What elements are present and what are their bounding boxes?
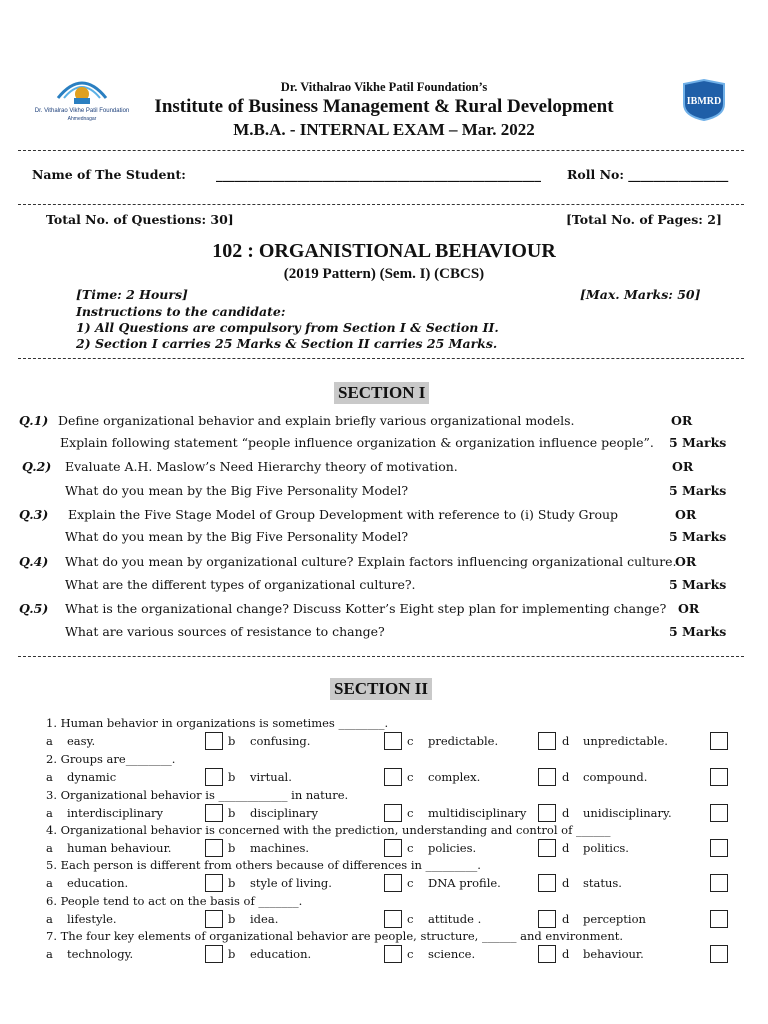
answer-checkbox[interactable] [384, 839, 402, 857]
option-letter: c [407, 770, 414, 784]
option-text: human behaviour. [67, 841, 172, 855]
question-number: Q.3) [19, 507, 49, 522]
answer-checkbox[interactable] [205, 945, 223, 963]
or-tag: OR [672, 459, 694, 474]
option-text: disciplinary [250, 806, 319, 820]
question-text: What do you mean by the Big Five Personality Model? [65, 483, 409, 498]
question-text: Define organizational behavior and explain briefly various organizational models. [58, 413, 575, 428]
svg-text:Ahmednagar: Ahmednagar [67, 116, 97, 122]
option-letter: b [228, 841, 236, 855]
option-letter: d [562, 947, 570, 961]
mcq-question: 5. Each person is different from others because of differences in _________. [46, 858, 481, 872]
or-tag: OR [675, 507, 697, 522]
option-text: confusing. [250, 734, 311, 748]
divider [18, 150, 744, 151]
option-text: unpredictable. [583, 734, 668, 748]
option-letter: d [562, 876, 570, 890]
roll-no-label: Roll No: ________________ [567, 167, 729, 182]
option-text: compound. [583, 770, 648, 784]
option-text: easy. [67, 734, 96, 748]
option-letter: c [407, 806, 414, 820]
question-text: Evaluate A.H. Maslow’s Need Hierarchy theory of motivation. [65, 459, 458, 474]
option-letter: d [562, 770, 570, 784]
option-letter: c [407, 734, 414, 748]
option-letter: a [46, 912, 53, 926]
answer-checkbox[interactable] [710, 910, 728, 928]
answer-checkbox[interactable] [205, 910, 223, 928]
option-letter: c [407, 876, 414, 890]
answer-checkbox[interactable] [384, 910, 402, 928]
instruction-line: 1) All Questions are compulsory from Section I & Section II. [76, 320, 499, 335]
mcq-question: 6. People tend to act on the basis of _______. [46, 894, 303, 908]
option-letter: a [46, 947, 53, 961]
option-letter: b [228, 734, 236, 748]
section-1-title: SECTION I [334, 382, 429, 404]
option-letter: b [228, 806, 236, 820]
option-text: style of living. [250, 876, 332, 890]
answer-checkbox[interactable] [384, 732, 402, 750]
or-tag: OR [675, 554, 697, 569]
mcq-question: 4. Organizational behavior is concerned with the prediction, understanding and control of ______ [46, 823, 611, 837]
option-letter: d [562, 841, 570, 855]
divider [18, 204, 744, 205]
answer-checkbox[interactable] [205, 768, 223, 786]
answer-checkbox[interactable] [384, 945, 402, 963]
answer-checkbox[interactable] [384, 768, 402, 786]
option-text: virtual. [250, 770, 292, 784]
total-questions: Total No. of Questions: 30] [46, 212, 234, 227]
question-text: What do you mean by the Big Five Personality Model? [65, 529, 409, 544]
question-text: What are the different types of organizational culture?. [65, 577, 416, 592]
option-text: behaviour. [583, 947, 644, 961]
marks-tag: 5 Marks [669, 529, 727, 544]
total-pages: [Total No. of Pages: 2] [566, 212, 722, 227]
option-letter: c [407, 947, 414, 961]
foundation-name: Dr. Vithalrao Vikhe Patil Foundation’s [280, 80, 488, 94]
answer-checkbox[interactable] [710, 804, 728, 822]
option-letter: b [228, 912, 236, 926]
mcq-question: 2. Groups are________. [46, 752, 176, 766]
marks-tag: 5 Marks [669, 483, 727, 498]
option-text: technology. [67, 947, 134, 961]
option-letter: d [562, 912, 570, 926]
answer-checkbox[interactable] [538, 910, 556, 928]
option-text: machines. [250, 841, 310, 855]
institute-name: Institute of Business Management & Rural Development [154, 96, 614, 117]
option-letter: a [46, 806, 53, 820]
option-text: science. [428, 947, 476, 961]
answer-checkbox[interactable] [384, 804, 402, 822]
answer-checkbox[interactable] [710, 768, 728, 786]
option-text: attitude . [428, 912, 482, 926]
max-marks: [Max. Marks: 50] [580, 287, 701, 302]
answer-checkbox[interactable] [538, 768, 556, 786]
option-letter: a [46, 734, 53, 748]
student-name-label: Name of The Student: [32, 167, 186, 182]
mcq-question: 1. Human behavior in organizations is sometimes ________. [46, 716, 389, 730]
option-letter: c [407, 841, 414, 855]
question-number: Q.1) [19, 413, 49, 428]
divider [18, 656, 744, 657]
mcq-question: 7. The four key elements of organizational behavior are people, structure, ______ and environment. [46, 929, 624, 943]
answer-checkbox[interactable] [205, 839, 223, 857]
question-text: Explain following statement “people influence organization & organization influence people”. [60, 435, 654, 450]
option-text: multidisciplinary [428, 806, 527, 820]
option-text: perception [583, 912, 646, 926]
marks-tag: 5 Marks [669, 577, 727, 592]
marks-tag: 5 Marks [669, 624, 727, 639]
marks-tag: 5 Marks [669, 435, 727, 450]
option-text: lifestyle. [67, 912, 117, 926]
or-tag: OR [671, 413, 693, 428]
answer-checkbox[interactable] [710, 732, 728, 750]
exam-title: M.B.A. - INTERNAL EXAM – Mar. 2022 [233, 120, 535, 139]
subject-pattern: (2019 Pattern) (Sem. I) (CBCS) [283, 266, 485, 282]
option-text: education. [67, 876, 129, 890]
answer-checkbox[interactable] [538, 732, 556, 750]
option-letter: d [562, 806, 570, 820]
question-text: Explain the Five Stage Model of Group Development with reference to (i) Study Group [68, 507, 619, 522]
student-name-line: ____________________________________________________ [216, 167, 541, 182]
mcq-question: 3. Organizational behavior is ____________ in nature. [46, 788, 349, 802]
exam-time: [Time: 2 Hours] [76, 287, 188, 302]
option-letter: c [407, 912, 414, 926]
question-text: What is the organizational change? Discuss Kotter’s Eight step plan for implementing change? [65, 601, 667, 616]
question-text: What are various sources of resistance to change? [65, 624, 385, 639]
option-letter: a [46, 876, 53, 890]
instructions-heading: Instructions to the candidate: [76, 304, 286, 319]
question-number: Q.5) [19, 601, 49, 616]
instruction-line: 2) Section I carries 25 Marks & Section II carries 25 Marks. [76, 336, 498, 351]
answer-checkbox[interactable] [205, 874, 223, 892]
option-letter: a [46, 770, 53, 784]
option-text: policies. [428, 841, 477, 855]
answer-checkbox[interactable] [710, 945, 728, 963]
option-letter: b [228, 770, 236, 784]
option-letter: d [562, 734, 570, 748]
option-text: interdisciplinary [67, 806, 164, 820]
option-text: DNA profile. [428, 876, 501, 890]
option-text: complex. [428, 770, 481, 784]
option-letter: b [228, 876, 236, 890]
subject-title: 102 : ORGANISTIONAL BEHAVIOUR [212, 240, 556, 262]
answer-checkbox[interactable] [538, 804, 556, 822]
divider [18, 358, 744, 359]
section-2-title: SECTION II [330, 678, 432, 700]
option-letter: b [228, 947, 236, 961]
option-text: unidisciplinary. [583, 806, 672, 820]
option-text: dynamic [67, 770, 117, 784]
answer-checkbox[interactable] [384, 874, 402, 892]
answer-checkbox[interactable] [710, 839, 728, 857]
answer-checkbox[interactable] [538, 874, 556, 892]
foundation-logo-text: Dr. Vithalrao Vikhe Patil Foundation [34, 108, 130, 114]
question-number: Q.2) [22, 459, 52, 474]
ibmrd-logo-text: IBMRD [686, 96, 722, 107]
or-tag: OR [678, 601, 700, 616]
option-letter: a [46, 841, 53, 855]
option-text: education. [250, 947, 312, 961]
question-number: Q.4) [19, 554, 49, 569]
option-text: status. [583, 876, 622, 890]
question-text: What do you mean by organizational culture? Explain factors influencing organizational culture. [65, 554, 677, 569]
option-text: predictable. [428, 734, 499, 748]
answer-checkbox[interactable] [205, 732, 223, 750]
answer-checkbox[interactable] [710, 874, 728, 892]
answer-checkbox[interactable] [205, 804, 223, 822]
answer-checkbox[interactable] [538, 945, 556, 963]
option-text: politics. [583, 841, 629, 855]
answer-checkbox[interactable] [538, 839, 556, 857]
option-text: idea. [250, 912, 279, 926]
